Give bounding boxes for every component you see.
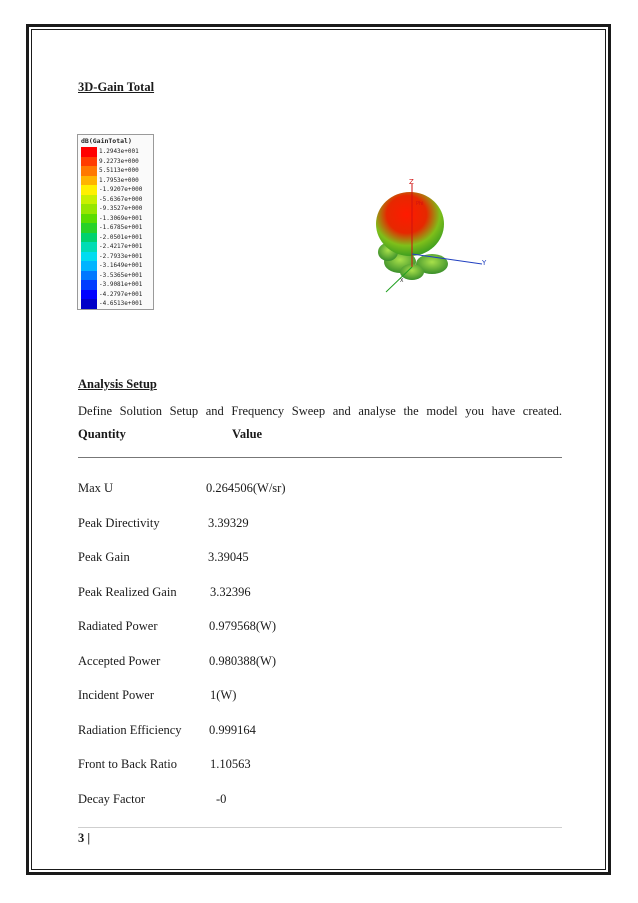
radiation-pattern-3d (360, 172, 500, 297)
legend-swatch (81, 176, 97, 186)
legend-swatch (81, 252, 97, 262)
legend-label: -1.3069e+001 (99, 214, 143, 222)
legend-label: -4.2797e+001 (99, 290, 143, 298)
section-heading-3d-gain: 3D-Gain Total (78, 80, 155, 94)
legend-swatch (81, 157, 97, 167)
page-number: 3 | (78, 831, 91, 845)
z-axis-label: Z (409, 178, 414, 186)
legend-entry (81, 271, 153, 281)
legend-swatch (81, 166, 97, 176)
table-row-quantity: Radiated Power (78, 619, 158, 633)
table-row-quantity: Peak Realized Gain (78, 584, 177, 599)
legend-entry (81, 147, 153, 157)
footer-rule (78, 827, 562, 828)
table-row-value: 3.32396 (210, 584, 251, 599)
legend-swatch (81, 214, 97, 224)
legend-entry (81, 195, 153, 205)
table-row-value: 3.39045 (208, 550, 249, 564)
table-row-value: -0 (216, 791, 227, 806)
legend-label: 5.5113e+000 (99, 167, 139, 174)
y-axis-label: Y (482, 259, 487, 267)
x-axis-label: X (400, 278, 404, 284)
table-row-value: 1(W) (210, 688, 237, 702)
table-row-value: 0.980388(W) (209, 653, 276, 668)
legend-label: 9.2273e+000 (99, 157, 139, 165)
legend-swatch (81, 223, 97, 233)
table-row-quantity: Max U (78, 481, 114, 495)
table-row-value: 0.999164 (209, 722, 256, 737)
table-row-value: 3.39329 (208, 515, 249, 530)
legend-entry (81, 299, 153, 309)
legend-swatch (81, 280, 97, 290)
legend-entry (81, 166, 153, 176)
legend-label: -3.1649e+001 (99, 262, 143, 269)
legend-entry (81, 214, 153, 224)
legend-swatch (81, 261, 97, 271)
table-row-value: 1.10563 (210, 757, 251, 771)
table-row-quantity: Peak Directivity (78, 515, 160, 530)
column-header-value: Value (232, 427, 263, 441)
table-row-value: 0.979568(W) (209, 619, 276, 633)
analysis-setup-description: Define Solution Setup and Frequency Sweep and analyse the model you have created. (78, 404, 562, 418)
legend-entry (81, 233, 153, 243)
legend-label: -2.7933e+001 (99, 252, 143, 260)
section-heading-analysis-setup: Analysis Setup (78, 377, 157, 391)
legend-label: -1.6785e+001 (99, 224, 143, 231)
legend-label: 1.2943e+001 (99, 148, 139, 155)
legend-swatch (81, 204, 97, 214)
legend-swatch (81, 242, 97, 252)
table-row-value: 0.264506(W/sr) (206, 481, 286, 495)
legend-label: -3.9081e+001 (99, 281, 143, 288)
legend-swatch (81, 290, 97, 300)
legend-title: dB(GainTotal) (81, 137, 132, 145)
table-row-quantity: Radiation Efficiency (78, 722, 182, 737)
legend-label: -2.4217e+001 (99, 243, 143, 250)
legend-entry (81, 176, 153, 186)
legend-label: -1.9207e+000 (99, 186, 143, 193)
legend-swatch (81, 233, 97, 243)
gain-legend (77, 134, 154, 310)
legend-entry (81, 157, 153, 167)
phi-label: Phi (416, 201, 424, 207)
legend-entry (81, 223, 153, 233)
table-header-rule (78, 457, 562, 458)
legend-swatch (81, 195, 97, 205)
legend-label: 1.7953e+000 (99, 176, 139, 184)
legend-entry (81, 252, 153, 262)
main-lobe (376, 192, 444, 256)
legend-label: -5.6367e+000 (99, 195, 143, 203)
legend-swatch (81, 271, 97, 281)
legend-entry (81, 261, 153, 271)
legend-swatch (81, 185, 97, 195)
legend-entry (81, 280, 153, 290)
legend-label: -4.6513e+001 (99, 300, 143, 307)
legend-entry (81, 185, 153, 195)
table-row-quantity: Front to Back Ratio (78, 757, 177, 771)
table-row-quantity: Peak Gain (78, 550, 130, 564)
table-row-quantity: Accepted Power (78, 653, 161, 668)
legend-entry (81, 290, 153, 300)
legend-entry (81, 242, 153, 252)
legend-label: -9.3527e+000 (99, 205, 143, 212)
column-header-quantity: Quantity (78, 427, 126, 441)
legend-label: -3.5365e+001 (99, 271, 143, 279)
legend-entry (81, 204, 153, 214)
legend-swatch (81, 147, 97, 157)
legend-swatch (81, 299, 97, 309)
legend-label: -2.0501e+001 (99, 233, 143, 241)
table-row-quantity: Decay Factor (78, 791, 145, 806)
table-row-quantity: Incident Power (78, 688, 155, 702)
